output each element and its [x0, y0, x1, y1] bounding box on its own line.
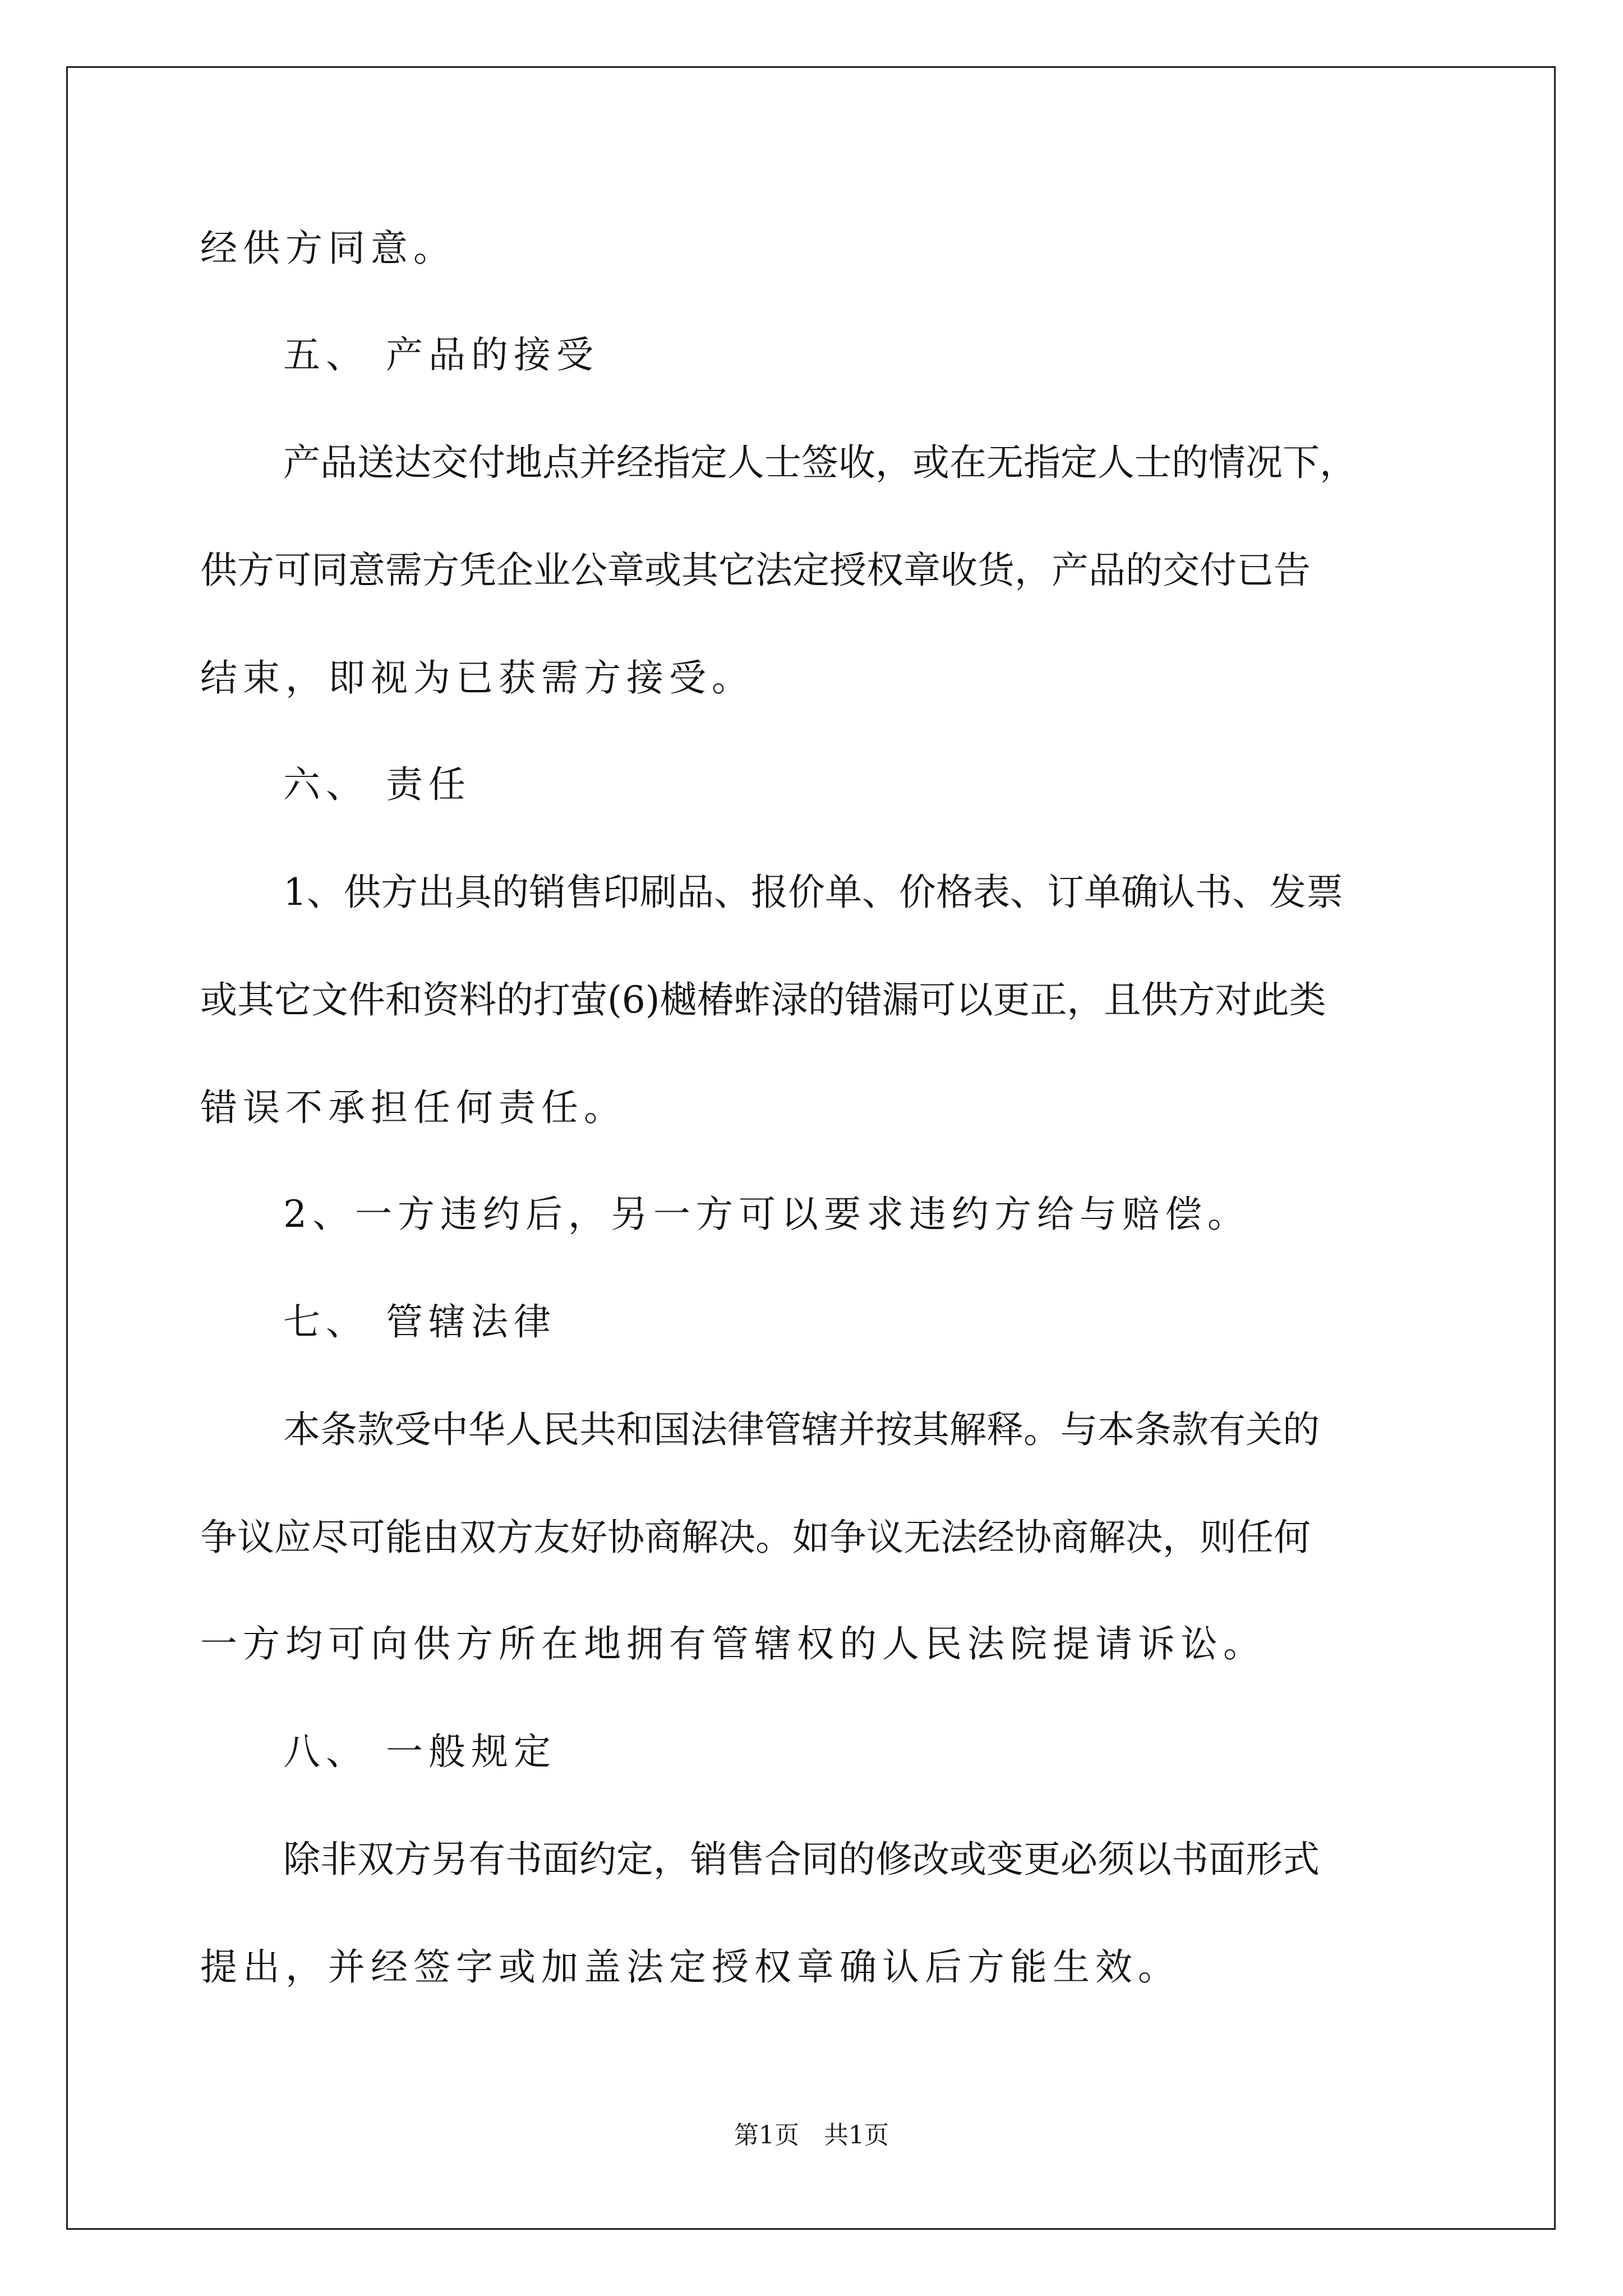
section-heading-5: 五、 产品的接受: [283, 333, 599, 376]
text-line-17: 提出，并经签字或加盖法定授权章确认后方能生效。: [200, 1945, 1181, 1989]
text-line-14: 一方均可向供方所在地拥有管辖权的人民法院提请诉讼。: [200, 1622, 1266, 1665]
text-line-12: 本条款受中华人民共和国法律管辖并按其解释。与本条款有关的: [283, 1408, 1320, 1451]
page-border: [66, 66, 1556, 2230]
section-heading-8: 八、 一般规定: [283, 1730, 556, 1773]
text-line-4: 供方可同意需方凭企业公章或其它法定授权章收货，产品的交付已告: [200, 549, 1311, 592]
text-line-8: 或其它文件和资料的打萤(6)樾椿蚱渌的错漏可以更正，且供方对此类: [200, 978, 1326, 1022]
section-heading-7: 七、 管辖法律: [283, 1300, 556, 1343]
text-line-10: 2、一方违约后，另一方可以要求违约方给与赔偿。: [283, 1193, 1250, 1236]
text-line-9: 错误不承担任何责任。: [200, 1086, 626, 1129]
section-heading-6: 六、 责任: [283, 763, 471, 806]
text-line-3: 产品送达交付地点并经指定人士签收，或在无指定人士的情况下，: [283, 441, 1357, 484]
text-line-5: 结束，即视为已获需方接受。: [200, 656, 754, 700]
text-line-1: 经供方同意。: [200, 227, 456, 270]
text-line-16: 除非双方另有书面约定，销售合同的修改或变更必须以书面形式: [283, 1838, 1320, 1881]
text-line-13: 争议应尽可能由双方友好协商解决。如争议无法经协商解决，则任何: [200, 1516, 1311, 1559]
text-line-7: 1、供方出具的销售印刷品、报价单、价格表、订单确认书、发票: [283, 871, 1343, 914]
page-number-footer: 第1页 共1页: [734, 2121, 889, 2150]
